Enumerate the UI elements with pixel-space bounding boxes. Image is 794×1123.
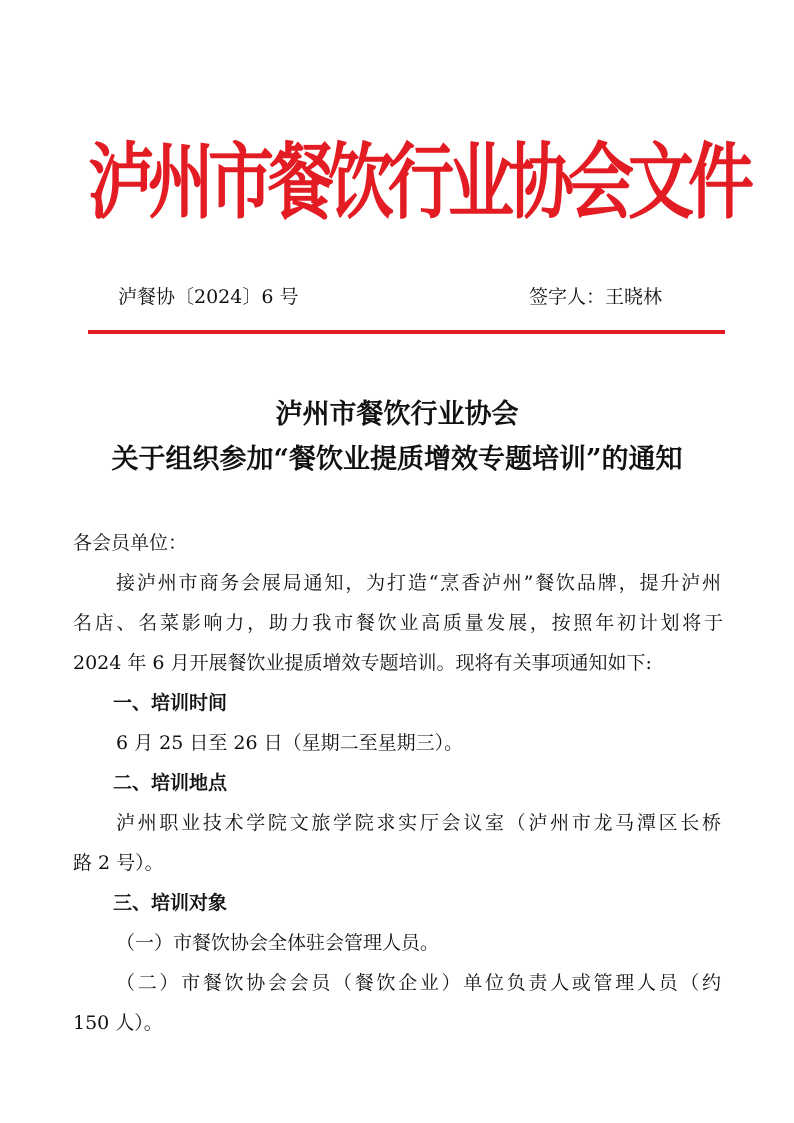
audience-item: 150 人）。 (73, 1012, 163, 1034)
audience-item: （一）市餐饮协会全体驻会管理人员。 (116, 932, 440, 954)
signer: 签字人：王晓林 (529, 286, 663, 308)
audience-item: （二）市餐饮协会会员（餐饮企业）单位负责人或管理人员（约 (116, 972, 721, 994)
section-heading-time: 一、培训时间 (113, 692, 228, 714)
notice-title-line-2: 关于组织参加“餐饮业提质增效专题培训”的通知 (111, 444, 683, 475)
salutation: 各会员单位： (73, 532, 188, 554)
notice-title-line-1: 泸州市餐饮行业协会 (275, 399, 519, 430)
intro-paragraph-line: 名店、名菜影响力，助力我市餐饮业高质量发展，按照年初计划将于 (73, 612, 723, 634)
section-text-location: 泸州职业技术学院文旅学院求实厅会议室（泸州市龙马潭区长桥 (116, 812, 721, 834)
document-number: 泸餐协〔2024〕6 号 (118, 286, 299, 308)
header-divider (88, 330, 725, 334)
section-heading-location: 二、培训地点 (113, 772, 228, 794)
section-text-time: 6 月 25 日至 26 日（星期二至星期三）。 (116, 732, 464, 754)
section-text-location: 路 2 号）。 (73, 852, 164, 874)
intro-paragraph-line: 接泸州市商务会展局通知，为打造“烹香泸州”餐饮品牌，提升泸州 (116, 572, 721, 594)
section-heading-audience: 三、培训对象 (113, 892, 228, 914)
intro-paragraph-line: 2024 年 6 月开展餐饮业提质增效专题培训。现将有关事项通知如下: (73, 652, 652, 674)
org-file-title: 泸州市餐饮行业协会文件 (88, 134, 748, 231)
